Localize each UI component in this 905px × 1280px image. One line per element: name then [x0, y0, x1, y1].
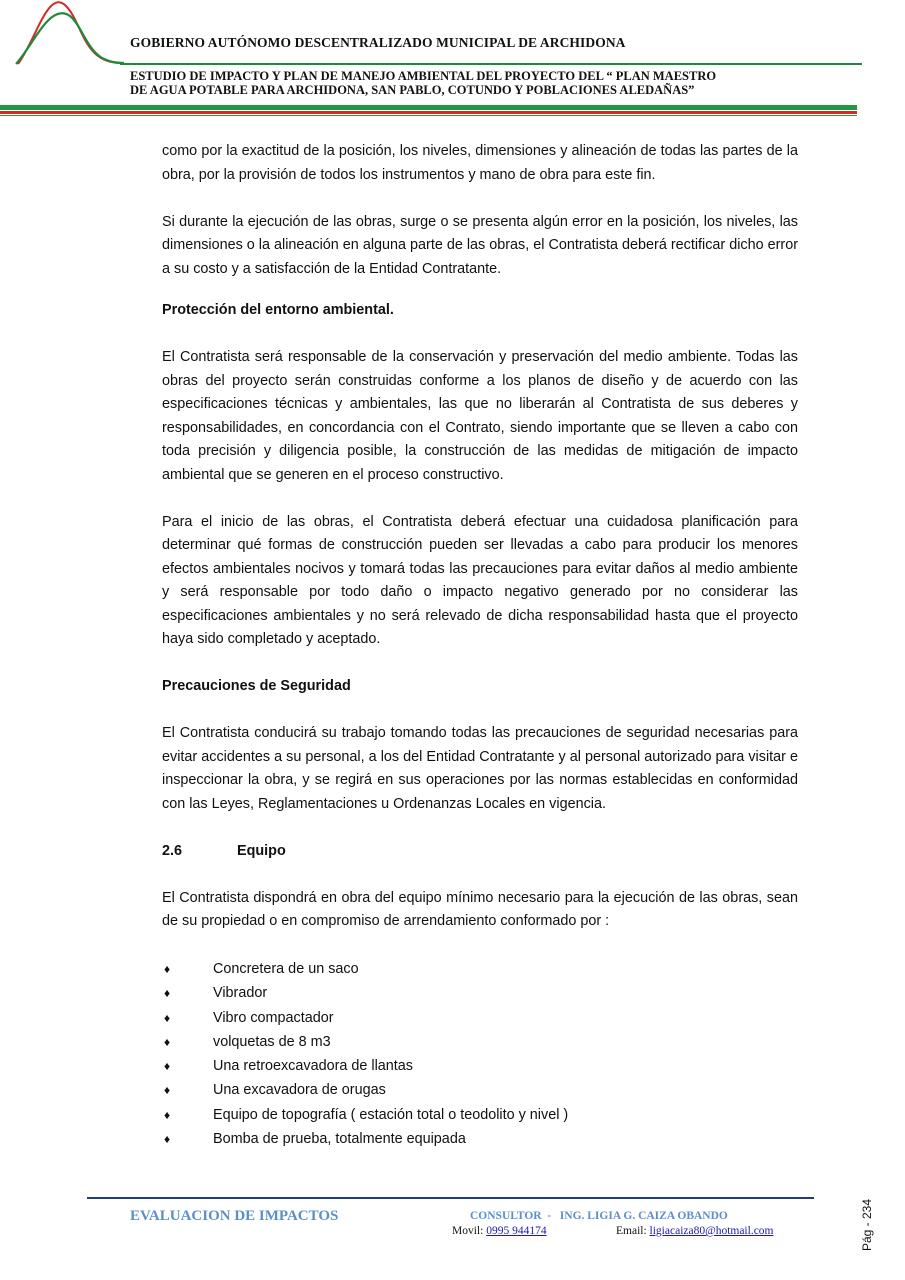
list-item [162, 1030, 798, 1054]
list-item-text: Vibro compactador [213, 1009, 334, 1026]
diamond-bullet-icon: ♦ [164, 1132, 171, 1147]
list-item [162, 981, 798, 1005]
list-item-text: Una excavadora de orugas [213, 1082, 386, 1099]
section-title: Equipo [237, 842, 286, 859]
section-heading-equipment [162, 840, 798, 864]
footer-section-label: EVALUACION DE IMPACTOS [130, 1208, 339, 1224]
list-item-text: volquetas de 8 m3 [213, 1033, 331, 1050]
heading-environment-protection: Protección del entorno ambiental. [162, 302, 394, 318]
phone-label: Movil: [452, 1225, 487, 1237]
list-item [162, 1103, 798, 1127]
header-band-green [0, 105, 857, 110]
header-subtitle-line-1: ESTUDIO DE IMPACTO Y PLAN DE MANEJO AMBIENTAL DEL PROYECTO DEL “ PLAN MAESTRO [130, 69, 717, 83]
diamond-bullet-icon: ♦ [164, 986, 171, 1001]
paragraph-contractor-responsibility: El Contratista será responsable de la conservación y preservación del medio ambiente. Todas las obras del proyecto serán construidas conforme a los planos de diseño y de acuerdo con las especificaciones técnicas y ambientales, las que no liberarán al Contratista de sus deberes y responsabilidades, en concordancia con el Contrato, siendo importante que se lleven a cabo con toda precisión y diligencia posible, la construcción de las medidas de mitigación de impacto ambiental que se generen en el proceso constructivo. [162, 349, 798, 483]
list-item-text: Concretera de un saco [213, 961, 359, 977]
paragraph-positioning: como por la exactitud de la posición, los niveles, dimensiones y alineación de todas las partes de la obra, por la provisión de todos los instrumentos y mano de obra para este fin. [162, 143, 798, 183]
list-item [162, 1078, 798, 1102]
list-item-text: Vibrador [213, 985, 268, 1002]
list-item-text: Una retroexcavadora de llantas [213, 1058, 413, 1075]
diamond-bullet-icon: ♦ [164, 1083, 171, 1098]
footer-email [616, 1225, 774, 1237]
email-label: Email: [616, 1225, 650, 1237]
footer-consultant: CONSULTOR - ING. LIGIA G. CAIZA OBANDO [470, 1210, 728, 1222]
header-band-red [0, 111, 857, 114]
header-divider [120, 63, 862, 65]
page-number-text: Pág - 234 [860, 1198, 874, 1252]
header-title: GOBIERNO AUTÓNOMO DESCENTRALIZADO MUNICIPAL DE ARCHIDONA [130, 35, 626, 50]
paragraph-safety: El Contratista conducirá su trabajo tomando todas las precauciones de seguridad necesarias para evitar accidentes a su personal, a los del Entidad Contratante y al personal autorizado para visitar e inspeccionar la obra, y se regirá en sus operaciones por las normas establecidas en conformidad con las Leyes, Reglamentaciones u Ordenanzas Locales en vigencia. [162, 725, 798, 812]
diamond-bullet-icon: ♦ [164, 1010, 171, 1025]
diamond-bullet-icon: ♦ [164, 1034, 171, 1049]
paragraph-planning: Para el inicio de las obras, el Contratista deberá efectuar una cuidadosa planificación para determinar qué formas de construcción pueden ser llevadas a cabo para producir los menores efectos ambientales nocivos y tomará todas las precauciones para evitar daños al medio ambiente y será responsable por todo daño o impacto negativo generado por no considerar las especificaciones ambientales y no será relevado de dicha responsabilidad hasta que el proyecto haya sido completado y aceptado. [162, 513, 798, 647]
paragraph-error-correction: Si durante la ejecución de las obras, surge o se presenta algún error en la posición, los niveles, las dimensiones o la alineación en alguna parte de las obras, el Contratista deberá rectificar dicho error a su costo y a satisfacción de la Entidad Contratante. [162, 213, 798, 277]
footer-phone [452, 1225, 547, 1237]
diamond-bullet-icon: ♦ [164, 1059, 171, 1074]
page-number [858, 1195, 876, 1255]
heading-safety-precautions: Precauciones de Seguridad [162, 678, 351, 694]
diamond-bullet-icon: ♦ [164, 962, 171, 976]
equipment-list [162, 957, 798, 1151]
list-item-text: Bomba de prueba, totalmente equipada [213, 1131, 466, 1148]
list-item-text: Equipo de topografía ( estación total o teodolito y nivel ) [213, 1106, 569, 1123]
header-subtitle [130, 69, 830, 97]
list-item [162, 1006, 798, 1030]
paragraph-equipment-intro: El Contratista dispondrá en obra del equipo mínimo necesario para la ejecución de las obras, sean de su propiedad o en compromiso de arrendamiento conformado por : [162, 889, 798, 929]
header-subtitle-line-2: DE AGUA POTABLE PARA ARCHIDONA, SAN PABLO, COTUNDO Y POBLACIONES ALEDAÑAS” [130, 83, 695, 97]
municipal-logo-wave-icon [14, 0, 124, 70]
list-item [162, 957, 798, 981]
list-item [162, 1054, 798, 1078]
phone-link[interactable]: 0995 944174 [486, 1225, 547, 1237]
document-body [162, 140, 798, 1151]
section-number: 2.6 [162, 842, 183, 859]
email-link[interactable]: ligiacaiza80@hotmail.com [649, 1225, 774, 1237]
footer-divider [87, 1197, 814, 1199]
header-band-green-thin [0, 115, 857, 116]
list-item [162, 1127, 798, 1151]
diamond-bullet-icon: ♦ [164, 1107, 171, 1122]
